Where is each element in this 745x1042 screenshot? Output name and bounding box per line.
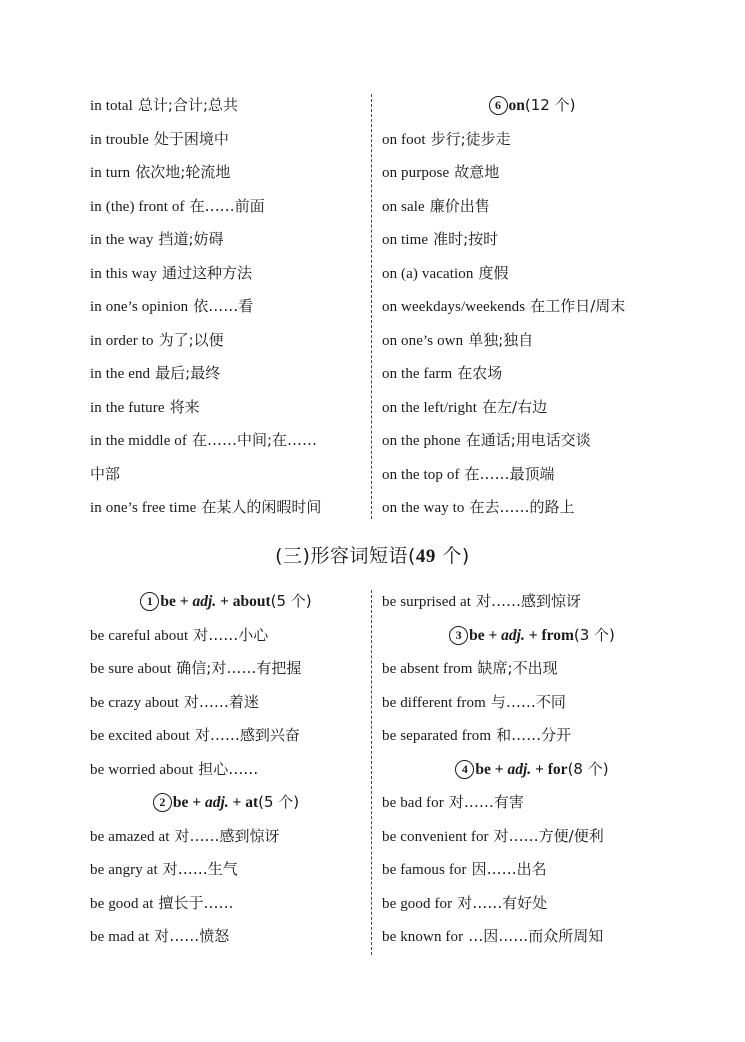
phrase-english: on weekdays/weekends <box>382 299 526 315</box>
phrase-chinese: 和……分开 <box>496 726 572 744</box>
phrase-chinese: 在……最顶端 <box>464 464 555 483</box>
phrase-row <box>382 887 682 921</box>
phrase-english: in order to <box>90 332 154 349</box>
bottom-left-column <box>90 585 362 954</box>
phrase-row <box>90 920 362 954</box>
phrase-chinese: 确信;对……有把握 <box>176 659 302 677</box>
group-heading <box>382 753 682 787</box>
phrase-row <box>90 458 362 492</box>
phrase-english: on (a) vacation <box>382 265 474 282</box>
phrase-row <box>382 357 682 391</box>
heading-prefix: be + <box>172 794 205 811</box>
phrase-english: in total <box>90 98 133 114</box>
phrase-row <box>382 853 682 887</box>
phrase-chinese: 依次地;轮流地 <box>135 163 231 181</box>
bottom-right-column <box>382 585 682 954</box>
group-heading-on <box>382 89 682 123</box>
phrase-row <box>382 585 682 619</box>
heading-count: (5 个) <box>270 592 312 610</box>
heading-count: (3 个) <box>573 625 615 644</box>
phrase-row <box>382 491 682 525</box>
phrase-row <box>382 156 682 190</box>
phrase-row <box>382 324 682 358</box>
phrase-english: be separated from <box>382 728 492 744</box>
phrase-row <box>90 652 362 686</box>
heading-word: + at <box>228 794 259 811</box>
phrase-row <box>90 491 362 525</box>
phrase-row <box>90 156 362 190</box>
section-title <box>0 541 745 568</box>
phrase-english: be amazed at <box>90 828 170 845</box>
phrase-chinese: 将来 <box>169 397 200 416</box>
phrase-chinese: 在……前面 <box>189 196 265 215</box>
phrase-english: on the top of <box>382 466 460 483</box>
phrase-english: be angry at <box>90 862 158 878</box>
phrase-english: in this way <box>90 265 157 282</box>
phrase-english: on foot <box>382 131 426 148</box>
phrase-english: be excited about <box>90 728 190 744</box>
phrase-chinese: 步行;徒步走 <box>430 129 511 148</box>
phrase-english: in turn <box>90 165 131 181</box>
phrase-english: be bad for <box>382 795 444 811</box>
phrase-english: be famous for <box>382 862 467 878</box>
phrase-row <box>90 324 362 358</box>
phrase-row <box>382 391 682 425</box>
phrase-chinese: 对……感到惊讶 <box>475 592 581 610</box>
phrase-english: in the future <box>90 399 165 416</box>
phrase-english: in one’s opinion <box>90 299 189 315</box>
phrase-english: be sure about <box>90 661 172 677</box>
heading-word: + for <box>531 760 568 778</box>
phrase-chinese: 为了;以便 <box>158 330 224 349</box>
column-divider-top <box>371 94 372 519</box>
phrase-chinese: 依……看 <box>193 297 254 315</box>
heading-prefix: be + <box>475 760 508 778</box>
section-title-prefix: (三)形容词短语( <box>275 545 416 567</box>
phrase-english: on the left/right <box>382 399 478 416</box>
top-left-column <box>90 89 362 525</box>
phrase-chinese: 对……感到兴奋 <box>194 726 300 744</box>
phrase-row <box>382 820 682 854</box>
phrase-row <box>90 753 362 787</box>
phrase-english: be mad at <box>90 929 150 945</box>
phrase-row <box>90 719 362 753</box>
phrase-chinese: 在农场 <box>457 364 503 382</box>
phrase-english: in trouble <box>90 131 149 148</box>
heading-prefix: be + <box>469 626 502 644</box>
phrase-chinese: 对……着迷 <box>183 692 259 711</box>
phrase-chinese: 在某人的闲暇时间 <box>201 498 322 516</box>
phrase-english: on the farm <box>382 366 453 382</box>
heading-word: on <box>508 97 525 114</box>
heading-count: (12 个) <box>524 96 576 114</box>
heading-prefix: be + <box>160 593 193 610</box>
phrase-row <box>90 223 362 257</box>
phrase-row <box>90 89 362 123</box>
circled-number: 4 <box>455 760 474 779</box>
phrase-english: in (the) front of <box>90 198 185 215</box>
phrase-chinese: 最后;最终 <box>155 364 221 382</box>
top-right-column <box>382 89 682 525</box>
column-divider-bottom <box>371 590 372 955</box>
phrase-row <box>382 190 682 224</box>
heading-adj: adj. <box>204 794 229 811</box>
phrase-chinese: 对……有害 <box>448 793 524 811</box>
phrase-chinese: 单独;独自 <box>468 330 534 349</box>
phrase-chinese: 对……愤怒 <box>154 927 230 945</box>
phrase-row <box>90 357 362 391</box>
phrase-row <box>382 786 682 820</box>
phrase-english: in the end <box>90 366 151 382</box>
circled-number: 6 <box>489 96 508 115</box>
heading-count: (8 个) <box>567 759 609 778</box>
phrase-chinese: 对……生气 <box>162 860 238 878</box>
phrase-english: be crazy about <box>90 694 179 711</box>
circled-number: 1 <box>140 592 159 611</box>
section-title-suffix: 个) <box>435 545 470 567</box>
phrase-chinese: 准时;按时 <box>433 230 499 248</box>
phrase-english: on the phone <box>382 433 461 449</box>
phrase-english: be absent from <box>382 661 473 677</box>
phrase-chinese: 对……方便/便利 <box>493 826 604 845</box>
phrase-row <box>382 458 682 492</box>
heading-adj: adj. <box>501 626 525 644</box>
phrase-row <box>382 920 682 954</box>
phrase-english: be worried about <box>90 761 194 778</box>
phrase-row <box>90 290 362 324</box>
phrase-row <box>90 887 362 921</box>
phrase-chinese: 处于困境中 <box>153 129 229 148</box>
phrase-chinese: 廉价出售 <box>429 196 490 215</box>
phrase-chinese: 在去……的路上 <box>469 498 575 516</box>
phrase-chinese: 挡道;妨碍 <box>158 230 224 248</box>
phrase-chinese: 在……中间;在…… <box>192 431 318 449</box>
phrase-row <box>382 424 682 458</box>
phrase-chinese: 度假 <box>478 263 509 282</box>
phrase-chinese: 通过这种方法 <box>161 263 252 282</box>
phrase-row <box>382 719 682 753</box>
phrase-chinese: 对……感到惊讶 <box>174 826 280 845</box>
phrase-row <box>90 123 362 157</box>
circled-number: 2 <box>153 793 172 812</box>
phrase-row <box>382 223 682 257</box>
phrase-english: be surprised at <box>382 594 471 610</box>
phrase-row <box>382 290 682 324</box>
phrase-chinese: 故意地 <box>454 163 500 181</box>
phrase-row <box>90 619 362 653</box>
phrase-english: on purpose <box>382 165 450 181</box>
phrase-chinese: 总计;合计;总共 <box>137 96 238 114</box>
phrase-row <box>90 190 362 224</box>
phrase-english: be good at <box>90 895 154 912</box>
phrase-chinese: 擅长于…… <box>158 893 234 912</box>
circled-number: 3 <box>449 626 468 645</box>
phrase-english: be known for <box>382 929 464 945</box>
phrase-row <box>90 424 362 458</box>
phrase-chinese: 在通话;用电话交谈 <box>465 431 591 449</box>
phrase-row <box>90 686 362 720</box>
phrase-english: on the way to <box>382 500 465 516</box>
phrase-english: on sale <box>382 198 425 215</box>
phrase-english: be different from <box>382 694 486 711</box>
phrase-chinese: 中部 <box>90 464 121 483</box>
phrase-row <box>90 820 362 854</box>
heading-word: + about <box>216 593 271 610</box>
phrase-english: on time <box>382 232 429 248</box>
phrase-chinese: 担心…… <box>198 759 259 778</box>
heading-adj: adj. <box>192 593 217 610</box>
phrase-row <box>90 853 362 887</box>
phrase-row <box>90 391 362 425</box>
heading-count: (5 个) <box>258 793 300 811</box>
phrase-english: in one’s free time <box>90 500 197 516</box>
phrase-chinese: 与……不同 <box>490 692 566 711</box>
phrase-row <box>382 652 682 686</box>
phrase-chinese: 缺席;不出现 <box>477 659 558 677</box>
heading-word: + from <box>524 626 574 644</box>
group-heading <box>90 585 362 619</box>
group-heading <box>90 786 362 820</box>
phrase-row <box>90 257 362 291</box>
phrase-english: on one’s own <box>382 332 464 349</box>
phrase-chinese: 在左/右边 <box>482 397 548 416</box>
group-heading <box>382 619 682 653</box>
phrase-row <box>382 123 682 157</box>
phrase-chinese: 对……有好处 <box>457 893 548 912</box>
phrase-english: be convenient for <box>382 828 489 845</box>
phrase-row <box>382 686 682 720</box>
phrase-chinese: 在工作日/周末 <box>530 297 626 315</box>
phrase-english: be careful about <box>90 627 189 644</box>
heading-adj: adj. <box>507 760 532 778</box>
phrase-chinese: 因……出名 <box>471 860 547 878</box>
phrase-chinese: 对……小心 <box>193 625 269 644</box>
phrase-row <box>382 257 682 291</box>
phrase-english: in the way <box>90 232 154 248</box>
section-title-count: 49 <box>415 546 436 567</box>
phrase-english: in the middle of <box>90 433 187 449</box>
phrase-chinese: …因……而众所周知 <box>468 927 604 945</box>
phrase-english: be good for <box>382 895 453 912</box>
